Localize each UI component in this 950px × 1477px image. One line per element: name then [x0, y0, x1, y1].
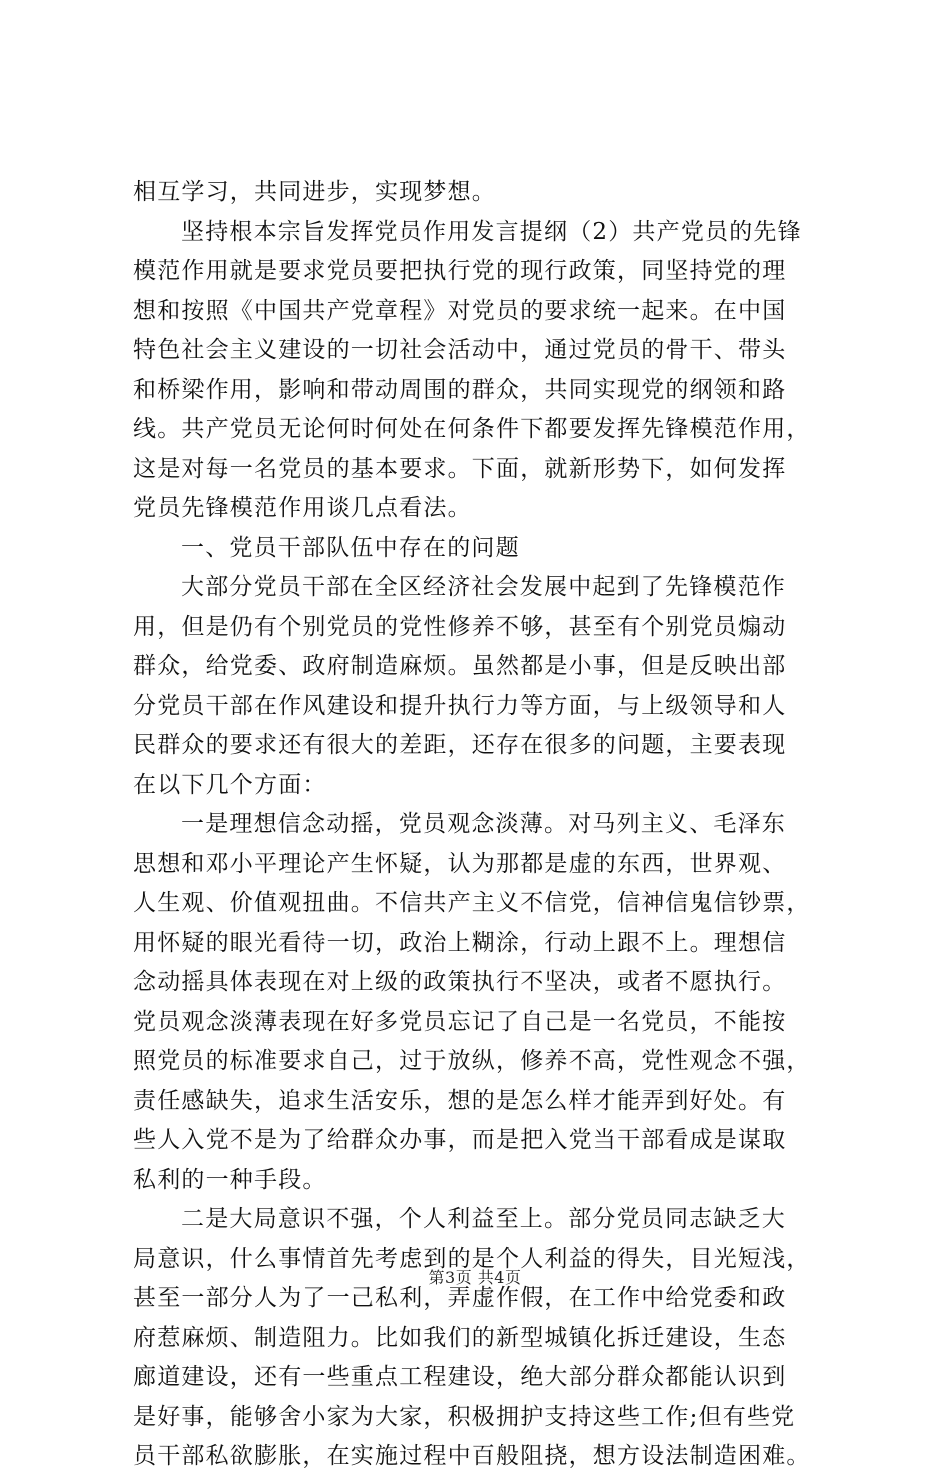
text-line: 想和按照《中国共产党章程》对党员的要求统一起来。在中国: [133, 297, 787, 324]
text-line: 廊道建设，还有一些重点工程建设，绝大部分群众都能认识到: [133, 1364, 787, 1390]
text-line: 用怀疑的眼光看待一切，政治上糊涂，行动上跟不上。理想信: [133, 929, 787, 956]
text-line: 这是对每一名党员的基本要求。下面，就新形势下，如何发挥: [133, 455, 787, 482]
text-line: 党员观念淡薄表现在好多党员忘记了自己是一名党员，不能按: [133, 1008, 787, 1035]
text-line: 局意识，什么事情首先考虑到的是个人利益的得失，目光短浅，: [133, 1245, 811, 1272]
text-line: 用，但是仍有个别党员的党性修养不够，甚至有个别党员煽动: [133, 613, 787, 640]
text-line: 二是大局意识不强，个人利益至上。部分党员同志缺乏大: [181, 1206, 786, 1232]
text-line: 线。共产党员无论何时何处在何条件下都要发挥先锋模范作用，: [133, 416, 811, 442]
text-line: 甚至一部分人为了一己私利，弄虚作假，在工作中给党委和政: [133, 1285, 787, 1311]
text-line: 党员先锋模范作用谈几点看法。: [133, 495, 472, 521]
text-line: 在以下几个方面：: [133, 771, 327, 798]
text-line: 是好事，能够舍小家为大家，积极拥护支持这些工作;但有些党: [133, 1403, 796, 1430]
text-line: 府惹麻烦、制造阻力。比如我们的新型城镇化拆迁建设，生态: [133, 1324, 787, 1351]
text-line: 些人入党不是为了给群众办事，而是把入党当干部看成是谋取: [133, 1127, 787, 1153]
text-line: 群众，给党委、政府制造麻烦。虽然都是小事，但是反映出部: [133, 653, 787, 679]
text-line: 和桥梁作用，影响和带动周围的群众，共同实现党的纲领和路: [133, 376, 787, 403]
text-line: 大部分党员干部在全区经济社会发展中起到了先锋模范作: [181, 574, 786, 600]
text-line: 一是理想信念动摇，党员观念淡薄。对马列主义、毛泽东: [181, 811, 786, 837]
text-line: 责任感缺失，追求生活安乐，想的是怎么样才能弄到好处。有: [133, 1087, 787, 1114]
page-footer: 第3页 共4页: [428, 1268, 522, 1287]
text-line: 照党员的标准要求自己，过于放纵，修养不高，党性观念不强，: [133, 1048, 811, 1074]
text-line: 私利的一种手段。: [133, 1166, 327, 1193]
text-line: 坚持根本宗旨发挥党员作用发言提纲（2）共产党员的先锋: [181, 218, 802, 245]
text-line: 特色社会主义建设的一切社会活动中，通过党员的骨干、带头: [133, 337, 787, 363]
text-line: 人生观、价值观扭曲。不信共产主义不信党，信神信鬼信钞票，: [133, 890, 811, 916]
text-line: 模范作用就是要求党员要把执行党的现行政策，同坚持党的理: [133, 258, 787, 284]
text-line: 员干部私欲膨胀，在实施过程中百般阻挠，想方设法制造困难。: [133, 1443, 811, 1469]
text-line: 民群众的要求还有很大的差距，还存在很多的问题，主要表现: [133, 732, 787, 758]
text-line: 相互学习，共同进步，实现梦想。: [133, 179, 496, 205]
text-line: 分党员干部在作风建设和提升执行力等方面，与上级领导和人: [133, 692, 787, 719]
text-line: 念动摇具体表现在对上级的政策执行不坚决，或者不愿执行。: [133, 969, 787, 995]
text-line: 思想和邓小平理论产生怀疑，认为那都是虚的东西，世界观、: [133, 850, 787, 877]
text-line: 一、党员干部队伍中存在的问题: [181, 534, 520, 561]
